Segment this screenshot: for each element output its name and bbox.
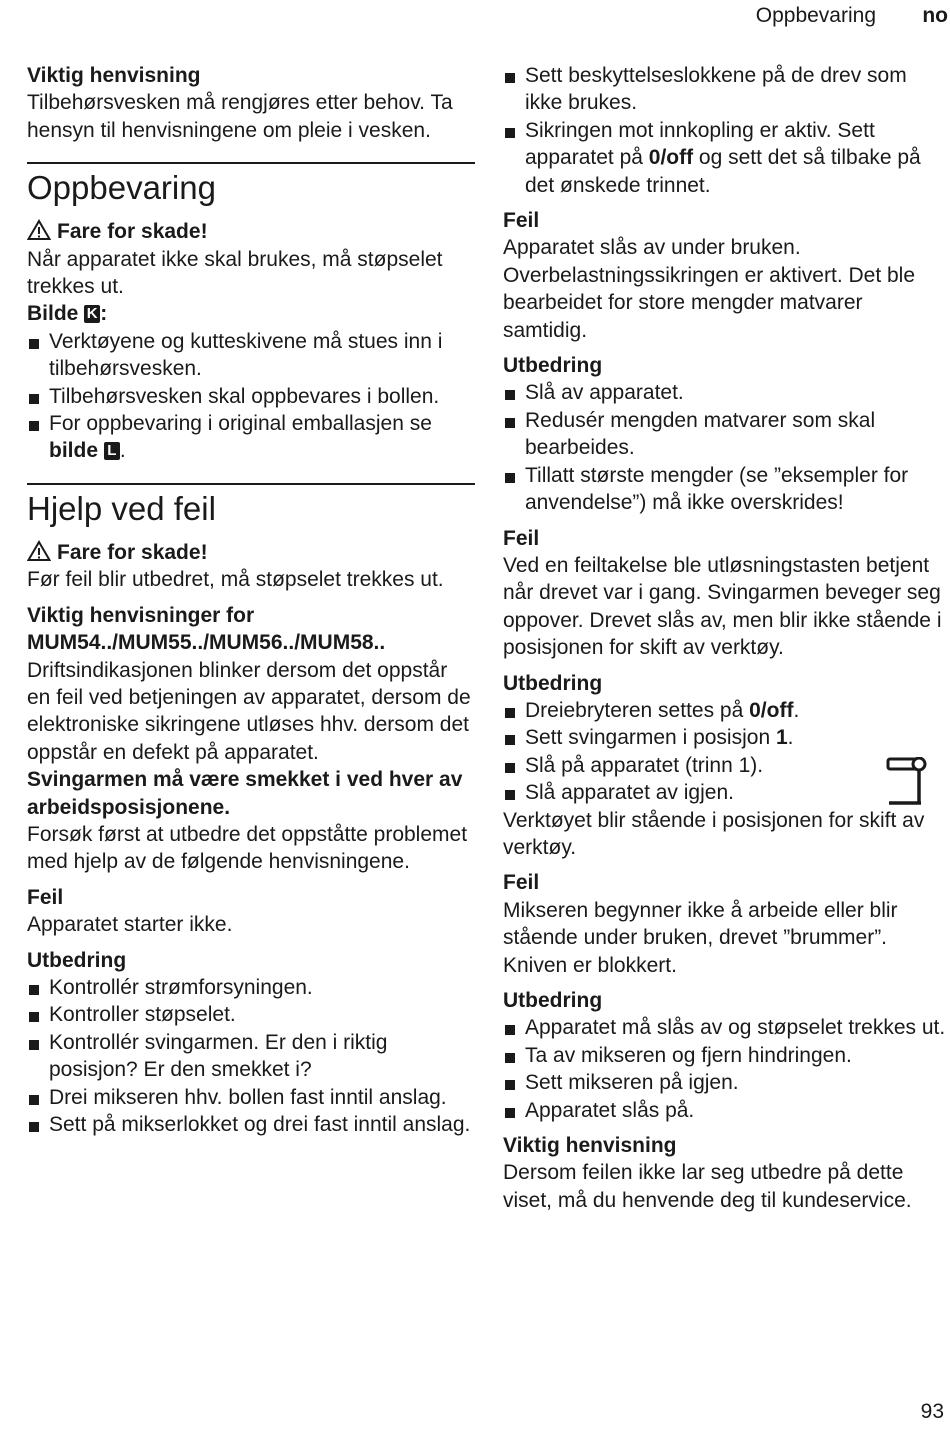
list-item: Apparatet slås på. — [503, 1097, 948, 1124]
list-item: Drei mikseren hhv. bollen fast inntil anslag. — [27, 1084, 475, 1111]
remedy-list — [503, 1014, 948, 1124]
list-item-text: og sett det så tilbake på det ønskede trinnet. — [525, 146, 921, 197]
fault-text: Ved en feiltakelse ble utløsningstasten betjent når drevet var i gang. Svingarmen beveger seg oppover. Drevet slås av, men blir ikke stående i posisjonen for skift av verktøy. — [503, 553, 942, 660]
list-item — [503, 724, 948, 751]
list-item: Sett mikseren på igjen. — [503, 1069, 948, 1096]
switch-position: 0/off — [749, 698, 794, 722]
list-item-suffix: . — [119, 439, 126, 463]
warning-label: Fare for skade! — [57, 540, 208, 564]
warning — [27, 218, 475, 245]
warning-label: Fare for skade! — [57, 220, 208, 244]
section-heading-troubleshooting: Hjelp ved feil — [27, 489, 216, 527]
warning-text: Før feil blir utbedret, må støpselet trekkes ut. — [27, 568, 444, 592]
left-column — [27, 62, 475, 1138]
list-item: Kontroller støpselet. — [27, 1001, 475, 1028]
list-item: Kontrollér strømforsyningen. — [27, 974, 475, 1001]
list-item: Sett på mikserlokket og drei fast inntil anslag. — [27, 1111, 475, 1138]
fault-text: Apparatet starter ikke. — [27, 913, 233, 937]
remedy-label: Utbedring — [503, 671, 603, 695]
page-number: 93 — [920, 1400, 944, 1423]
list-item-text: . — [793, 698, 800, 722]
list-item: Slå på apparatet (trinn 1). — [503, 752, 948, 779]
switch-position: 0/off — [648, 146, 694, 170]
figure-ref — [27, 300, 475, 327]
warning-triangle-icon — [27, 540, 51, 562]
remedy-list — [503, 697, 948, 807]
running-title: Oppbevaring — [755, 4, 876, 27]
list-item: Redusér mengden matvarer som skal bearbeides. — [503, 407, 948, 462]
list-item: Sett beskyttelseslokkene på de drev som ikke brukes. — [503, 62, 948, 117]
list-item-text: For oppbevaring i original emballasjen se — [49, 412, 432, 436]
fault-label: Feil — [27, 885, 64, 909]
figure-label: bilde — [49, 439, 99, 463]
note-title: Viktig henvisning — [503, 1134, 677, 1158]
note-title: Viktig henvisning — [27, 64, 201, 87]
right-column — [503, 62, 948, 1214]
note-text: Forsøk først at utbedre det oppståtte problemet med hjelp av de følgende henvisningene. — [27, 822, 468, 874]
figure-key: L — [104, 442, 120, 460]
warning-triangle-icon — [27, 219, 51, 241]
list-item — [503, 117, 948, 199]
figure-colon: : — [100, 302, 108, 326]
figure-label: Bilde — [27, 302, 79, 326]
list-item: Verktøyene og kutteskivene må stues inn i tilbehørsvesken. — [27, 328, 475, 383]
list-item-text: Dreiebryteren settes på — [525, 698, 750, 722]
list-item: Apparatet må slås av og støpselet trekkes ut. — [503, 1014, 948, 1041]
remedy-list — [503, 379, 948, 516]
fault-label: Feil — [503, 526, 540, 550]
list-item: Slå av apparatet. — [503, 379, 948, 406]
warning-text: Når apparatet ikke skal brukes, må støpselet trekkes ut. — [27, 247, 443, 299]
remedy-label: Utbedring — [503, 354, 603, 378]
list-item: Tillatt største mengder (se ”eksempler for anvendelse”) må ikke overskrides! — [503, 462, 948, 517]
remedy-label: Utbedring — [503, 989, 603, 1012]
remedy-list-continued — [503, 62, 948, 199]
warning — [27, 539, 475, 566]
fault-text: Mikseren begynner ikke å arbeide eller blir stående under bruken, drevet ”brummer”. Kniven er blokkert. — [503, 898, 898, 977]
language-code: no — [922, 4, 948, 27]
list-item — [503, 697, 948, 724]
list-item: Ta av mikseren og fjern hindringen. — [503, 1042, 948, 1069]
list-item: Kontrollér svingarmen. Er den i riktig posisjon? Er den smekket i? — [27, 1029, 475, 1084]
list-item-text: Sett svingarmen i posisjon — [525, 726, 776, 750]
fault-label: Feil — [503, 871, 540, 895]
section-heading-storage: Oppbevaring — [27, 169, 216, 207]
page-header — [0, 4, 950, 34]
note-emphasis: Svingarmen må være smekket i ved hver av arbeidsposisjonene. — [27, 768, 463, 819]
list-item-text: Sikringen mot innkopling er aktiv. Sett apparatet på — [525, 118, 875, 170]
fault-text: Apparatet slås av under bruken. Overbelastningssikringen er aktivert. Det ble bearbeidet for store mengder matvarer samtidig. — [503, 236, 916, 342]
list-item: Slå apparatet av igjen. — [503, 779, 948, 806]
arm-position: 1 — [775, 726, 788, 750]
storage-list — [27, 328, 475, 465]
figure-key: K — [84, 305, 100, 323]
list-item: Tilbehørsvesken skal oppbevares i bollen. — [27, 383, 475, 410]
list-item — [27, 410, 475, 465]
swivel-arm-position-icon — [885, 757, 929, 807]
remedy-list — [27, 974, 475, 1138]
note-title: Viktig henvisninger for MUM54../MUM55../MUM56../MUM58.. — [27, 603, 386, 655]
note-text: Driftsindikasjonen blinker dersom det oppstår en feil ved betjeningen av apparatet, dersom de elektroniske sikringene utløses hhv. dersom det oppstår en defekt på apparatet. — [27, 658, 471, 764]
fault-label: Feil — [503, 209, 540, 233]
remedy-label: Utbedring — [27, 948, 127, 972]
result-text: Verktøyet blir stående i posisjonen for skift av verktøy. — [503, 808, 925, 859]
list-item-text: . — [787, 726, 794, 750]
note-text: Dersom feilen ikke lar seg utbedre på dette viset, må du henvende deg til kundeservice. — [503, 1161, 912, 1212]
note-text: Tilbehørsvesken må rengjøres etter behov. Ta hensyn til henvisningene om pleie i vesken. — [27, 91, 453, 142]
